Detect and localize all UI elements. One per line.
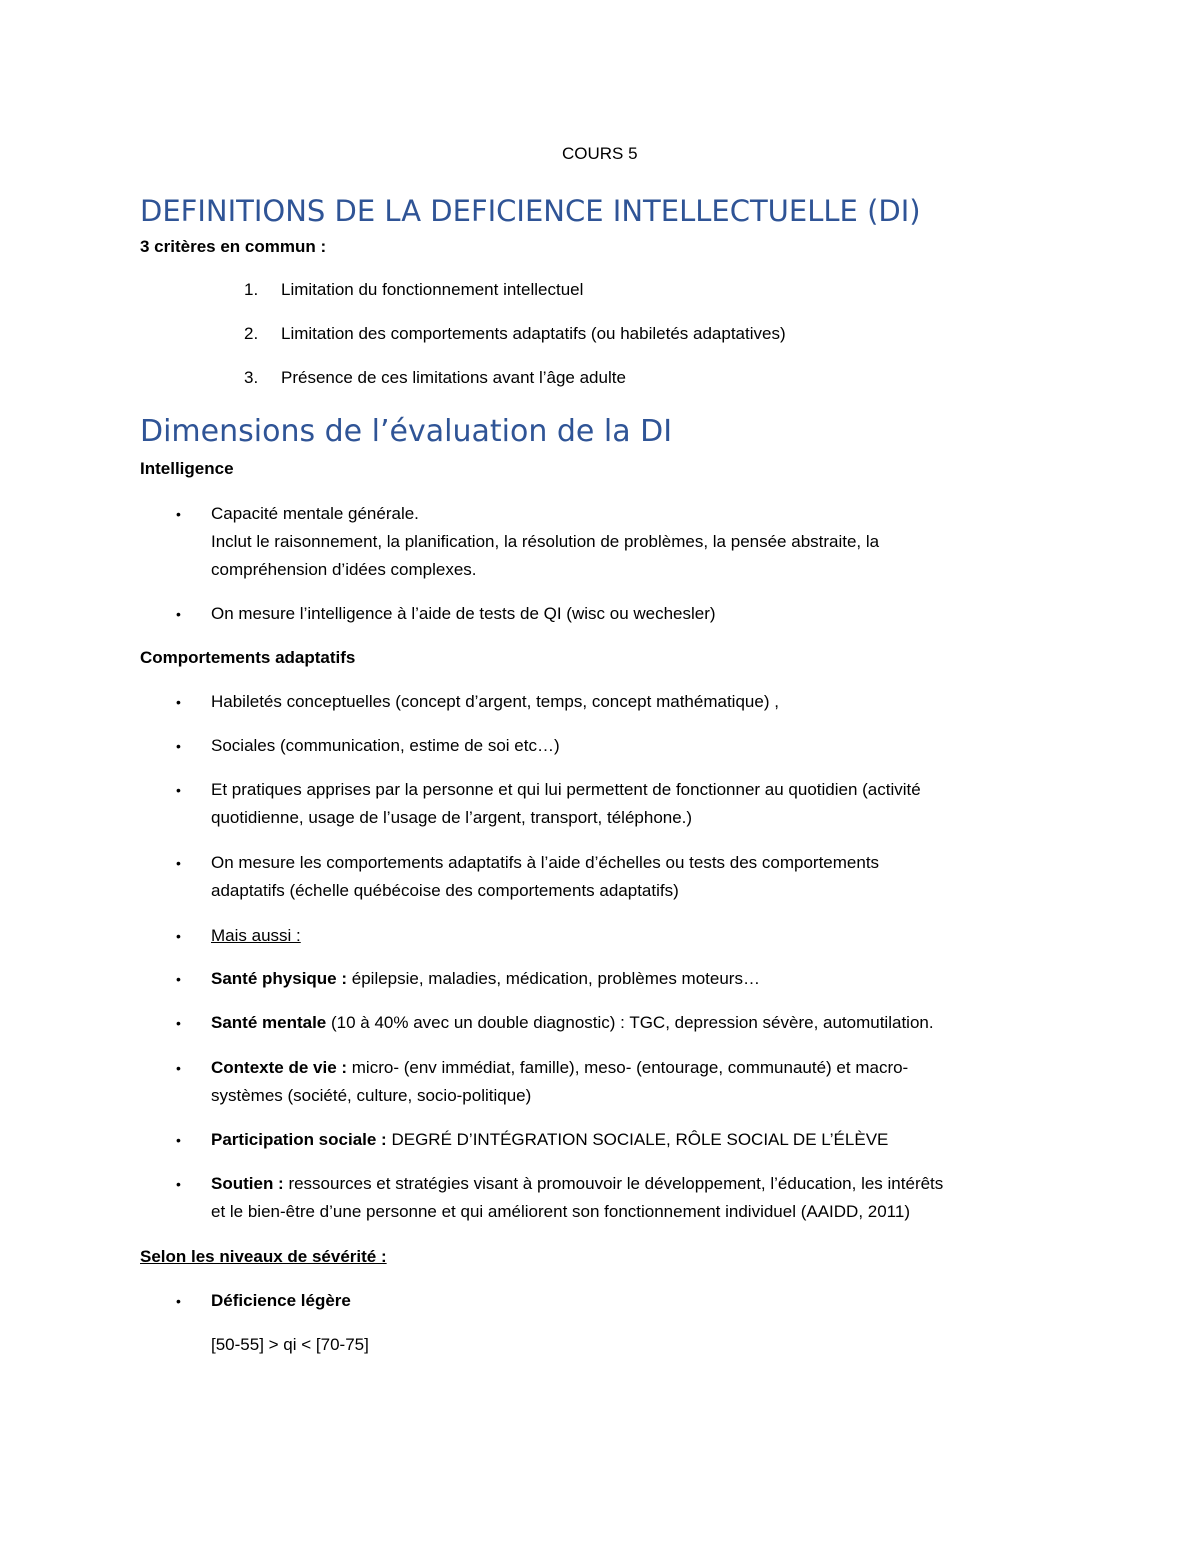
bullet-icon: • — [176, 506, 181, 522]
bullet-icon: • — [176, 1132, 181, 1148]
item-soutien — [211, 1173, 943, 1195]
adaptive-item-3: Et pratiques apprises par la personne et qui lui permettent de fonctionner au quotidien (activité — [211, 780, 921, 799]
severity-iq-range: [50-55] > qi < [70-75] — [211, 1335, 369, 1354]
adaptive-item-1: Habiletés conceptuelles (concept d’argent, temps, concept mathématique) , — [211, 692, 779, 711]
adaptive-item-4-line2: adaptatifs (échelle québécoise des comportements adaptatifs) — [211, 881, 679, 900]
severity-item-1: Déficience légère — [211, 1291, 351, 1310]
item-label-bold: Contexte de vie : — [211, 1058, 348, 1077]
criteria-intro: 3 critères en commun : — [140, 237, 327, 256]
item-text: DEGRÉ D’INTÉGRATION SOCIALE, RÔLE SOCIAL DE L’ÉLÈVE — [386, 1130, 889, 1149]
item-label-bold: Soutien : — [211, 1174, 284, 1193]
bullet-icon: • — [176, 738, 181, 754]
bullet-icon: • — [176, 606, 181, 622]
heading-dimensions: Dimensions de l’évaluation de la DI — [140, 414, 673, 449]
bullet-icon: • — [176, 1060, 181, 1076]
bullet-icon: • — [176, 971, 181, 987]
item-participation-sociale — [211, 1129, 888, 1151]
bullet-icon: • — [176, 694, 181, 710]
list-number-2: 2. — [244, 324, 259, 343]
bullet-icon: • — [176, 928, 181, 944]
intelligence-item-1: Capacité mentale générale. — [211, 504, 419, 523]
item-text: ressources et stratégies visant à promouvoir le développement, l’éducation, les intérêts — [283, 1174, 944, 1193]
intelligence-item-1-line2: Inclut le raisonnement, la planification, la résolution de problèmes, la pensée abstraite, la — [211, 532, 880, 551]
intelligence-item-1-line3: compréhension d’idées complexes. — [211, 560, 477, 579]
intelligence-item-2: On mesure l’intelligence à l’aide de tests de QI (wisc ou wechesler) — [211, 604, 716, 623]
bullet-icon: • — [176, 782, 181, 798]
item-label-bold: Santé physique : — [211, 969, 348, 988]
item-text: épilepsie, maladies, médication, problèmes moteurs… — [347, 969, 760, 988]
adaptive-item-2: Sociales (communication, estime de soi etc…) — [211, 736, 560, 755]
item-text: (10 à 40% avec un double diagnostic) : TGC, depression sévère, automutilation. — [326, 1013, 934, 1032]
item-contexte-de-vie-line2: systèmes (société, culture, socio-politique) — [211, 1086, 532, 1105]
item-label-bold: Participation sociale : — [211, 1130, 387, 1149]
list-number-3: 3. — [244, 368, 259, 387]
adaptive-item-4: On mesure les comportements adaptatifs à l’aide d’échelles ou tests des comportements — [211, 853, 880, 872]
item-sante-physique — [211, 968, 760, 990]
section-intelligence-title: Intelligence — [140, 459, 234, 478]
section-severity-title: Selon les niveaux de sévérité : — [140, 1247, 387, 1266]
item-label-bold: Santé mentale — [211, 1013, 327, 1032]
mais-aussi-label: Mais aussi : — [211, 926, 301, 945]
criterion-3: Présence de ces limitations avant l’âge adulte — [281, 368, 626, 387]
criterion-1: Limitation du fonctionnement intellectuel — [281, 280, 584, 299]
adaptive-item-3-line2: quotidienne, usage de l’usage de l’argent, transport, téléphone.) — [211, 808, 693, 827]
course-title: COURS 5 — [562, 144, 638, 163]
criterion-2: Limitation des comportements adaptatifs (ou habiletés adaptatives) — [281, 324, 786, 343]
item-sante-mentale — [211, 1012, 934, 1034]
bullet-icon: • — [176, 1293, 181, 1309]
bullet-icon: • — [176, 1176, 181, 1192]
item-soutien-line2: et le bien-être d’une personne et qui améliorent son fonctionnement individuel (AAIDD, 2011) — [211, 1202, 910, 1221]
section-adaptive-title: Comportements adaptatifs — [140, 648, 356, 667]
bullet-icon: • — [176, 855, 181, 871]
item-contexte-de-vie — [211, 1057, 908, 1079]
bullet-icon: • — [176, 1015, 181, 1031]
list-number-1: 1. — [244, 280, 259, 299]
heading-definitions: DEFINITIONS DE LA DEFICIENCE INTELLECTUELLE (DI) — [140, 194, 921, 228]
item-text: micro- (env immédiat, famille), meso- (entourage, communauté) et macro- — [347, 1058, 909, 1077]
